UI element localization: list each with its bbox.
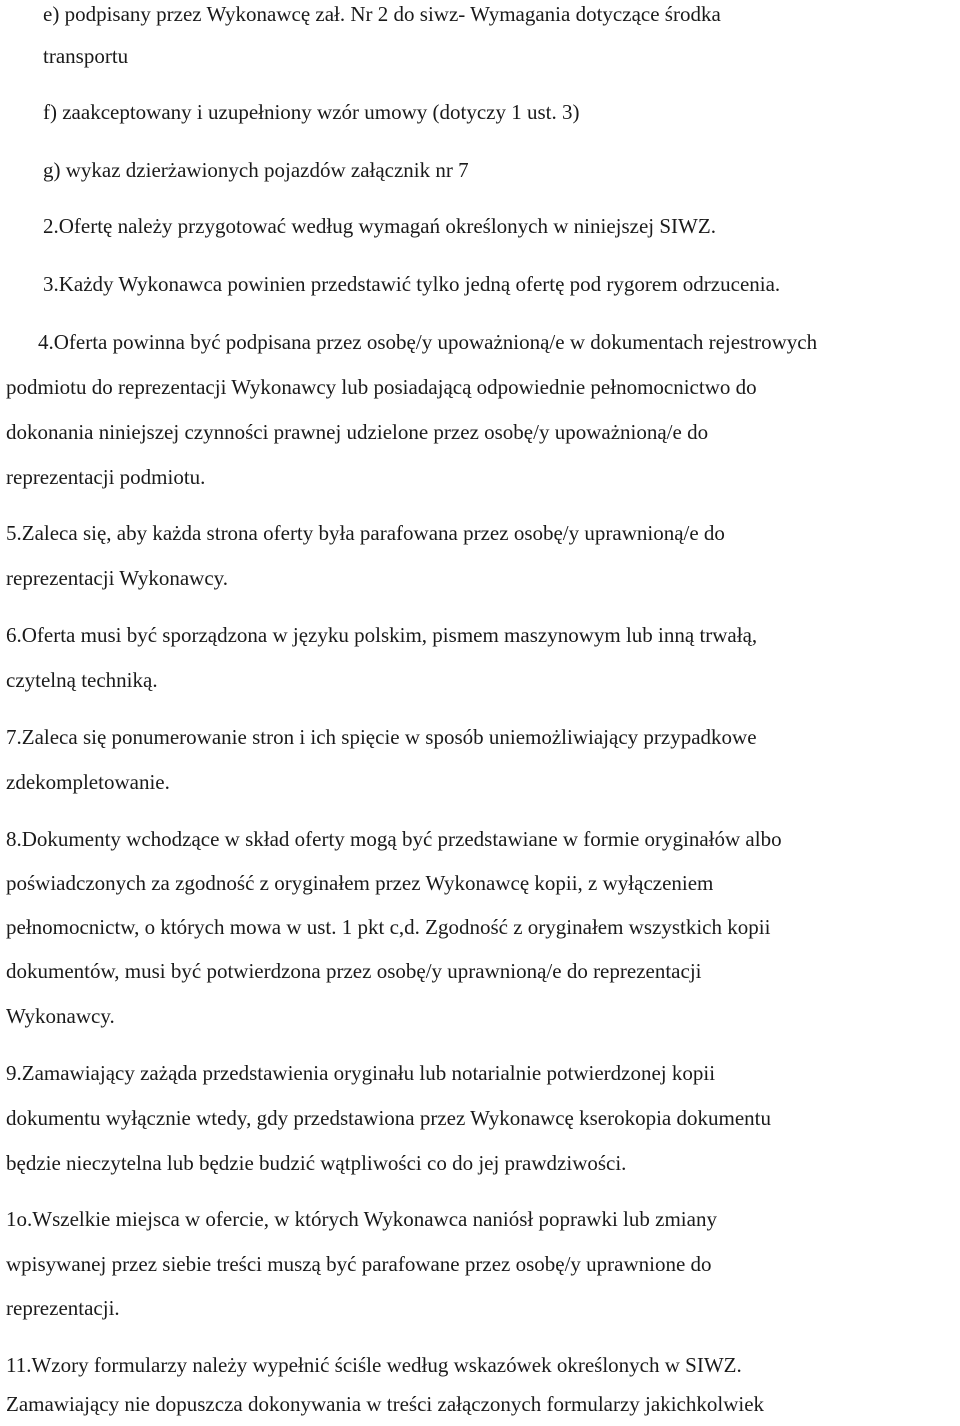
- point-8-line-3: pełnomocnictw, o których mowa w ust. 1 pkt c,d. Zgodność z oryginałem wszystkich kopii: [6, 915, 771, 939]
- point-10-line-1: 1o.Wszelkie miejsca w ofercie, w których Wykonawca naniósł poprawki lub zmiany: [6, 1207, 717, 1231]
- point-9-line-2: dokumentu wyłącznie wtedy, gdy przedstawiona przez Wykonawcę kserokopia dokumentu: [6, 1106, 771, 1130]
- point-4-line-1: 4.Oferta powinna być podpisana przez osobę/y upoważnioną/e w dokumentach rejestrowych: [38, 330, 818, 354]
- point-6-line-2: czytelną techniką.: [6, 668, 158, 692]
- point-7-line-1: 7.Zaleca się ponumerowanie stron i ich spięcie w sposób uniemożliwiający przypadkowe: [6, 725, 757, 749]
- point-9-line-3: będzie nieczytelna lub będzie budzić wątpliwości co do jej prawdziwości.: [6, 1151, 627, 1175]
- point-8-line-1: 8.Dokumenty wchodzące w skład oferty mogą być przedstawiane w formie oryginałów albo: [6, 827, 782, 851]
- point-10-line-2: wpisywanej przez siebie treści muszą być parafowane przez osobę/y uprawnione do: [6, 1252, 712, 1276]
- item-g: g) wykaz dzierżawionych pojazdów załącznik nr 7: [43, 158, 469, 182]
- point-10-line-3: reprezentacji.: [6, 1296, 120, 1320]
- point-4-line-2: podmiotu do reprezentacji Wykonawcy lub posiadającą odpowiednie pełnomocnictwo do: [6, 375, 757, 399]
- point-6-line-1: 6.Oferta musi być sporządzona w języku polskim, pismem maszynowym lub inną trwałą,: [6, 623, 758, 647]
- item-e-line-2: transportu: [43, 44, 129, 68]
- point-9-line-1: 9.Zamawiający zażąda przedstawienia oryginału lub notarialnie potwierdzonej kopii: [6, 1061, 716, 1085]
- point-5-line-1: 5.Zaleca się, aby każda strona oferty była parafowana przez osobę/y uprawnioną/e do: [6, 521, 725, 545]
- point-7-line-2: zdekompletowanie.: [6, 770, 170, 794]
- point-8-line-4: dokumentów, musi być potwierdzona przez osobę/y uprawnioną/e do reprezentacji: [6, 959, 702, 983]
- item-f: f) zaakceptowany i uzupełniony wzór umowy (dotyczy 1 ust. 3): [43, 100, 580, 124]
- point-11-line-2: Zamawiający nie dopuszcza dokonywania w treści załączonych formularzy jakichkolwiek: [6, 1392, 765, 1416]
- point-8-line-2: poświadczonych za zgodność z oryginałem przez Wykonawcę kopii, z wyłączeniem: [6, 871, 714, 895]
- point-3: 3.Każdy Wykonawca powinien przedstawić tylko jedną ofertę pod rygorem odrzucenia.: [43, 272, 781, 296]
- point-8-line-5: Wykonawcy.: [6, 1004, 115, 1028]
- point-11-line-1: 11.Wzory formularzy należy wypełnić ściśle według wskazówek określonych w SIWZ.: [6, 1353, 742, 1377]
- point-4-line-3: dokonania niniejszej czynności prawnej udzielone przez osobę/y upoważnioną/e do: [6, 420, 709, 444]
- point-2: 2.Ofertę należy przygotować według wymagań określonych w niniejszej SIWZ.: [43, 214, 716, 238]
- item-e-line-1: e) podpisany przez Wykonawcę zał. Nr 2 do siwz- Wymagania dotyczące środka: [43, 2, 721, 26]
- point-5-line-2: reprezentacji Wykonawcy.: [6, 566, 229, 590]
- point-4-line-4: reprezentacji podmiotu.: [6, 465, 206, 489]
